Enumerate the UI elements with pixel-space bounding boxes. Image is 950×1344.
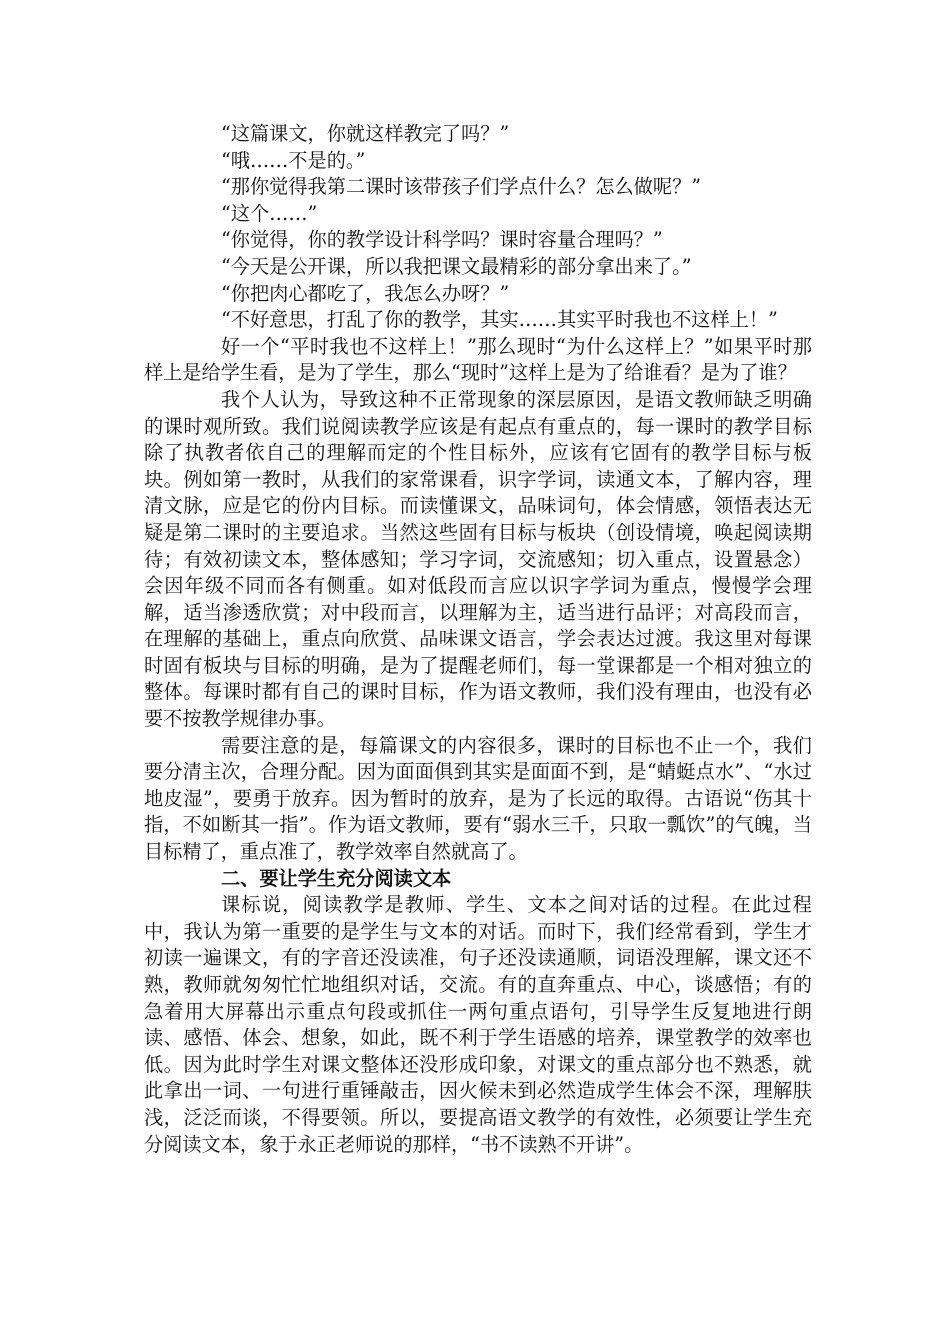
dialogue-line-1: “这篇课文，你就这样教完了吗？” — [221, 122, 510, 145]
document-page — [144, 121, 812, 1158]
dialogue-line-8: “不好意思，打乱了你的教学，其实……其实平时我也不这样上！” — [221, 308, 778, 332]
section-heading: 二、要让学生充分阅读文本 — [221, 866, 452, 890]
paragraph-2: 我个人认为，导致这种不正常现象的深层原因，是语文教师缺乏明确的课时观所致。我们说阅读教学应该是有起点有重点的，每一课时的教学目标除了执教者依自己的理解而定的个性目标外，应该有它固有的教学目标与板块。例如第一教时，从我们的家常课看，识字学词，读通文本，了解内容，理清文脉，应是它的份内目标。而读懂课文，品味词句，体会情感，领悟表达无疑是第二课时的主要追求。当然这些固有目标与板块（创设情境，唤起阅读期待；有效初读文本，整体感知；学习字词，交流感知；切入重点，设置悬念）会因年级不同而各有侧重。如对低段而言应以识字学词为重点，慢慢学会理解，适当渗透欣赏；对中段而言，以理解为主，适当进行品评；对高段而言，在理解的基础上，重点向欣赏、品味课文语言，学会表达过渡。我这里对每课时固有板块与目标的明确，是为了提醒老师们，每一堂课都是一个相对独立的整体。每课时都有自己的课时目标，作为语文教师，我们没有理由，也没有必要不按教学规律办事。 — [144, 387, 812, 731]
paragraph-1: 好一个“平时我也不这样上！”那么现时“为什么这样上？”如果平时那样上是给学生看，是为了学生，那么“现时”这样上是为了给谁看？是为了谁？ — [144, 334, 812, 385]
dialogue-line-4: “这个……” — [221, 201, 318, 225]
dialogue-line-6: “今天是公开课，所以我把课文最精彩的部分拿出来了。” — [221, 254, 692, 278]
dialogue-line-7: “你把肉心都吃了，我怎么办呀？” — [221, 281, 510, 305]
dialogue-line-3: “那你觉得我第二课时该带孩子们学点什么？怎么做呢？” — [221, 175, 702, 199]
paragraph-4: 课标说，阅读教学是教师、学生、文本之间对话的过程。在此过程中，我认为第一重要的是学生与文本的对话。而时下，我们经常看到，学生才初读一遍课文，有的字音还没读准，句子还没读通顺，词语没理解，课文还不熟，教师就匆匆忙忙地组织对话，交流。有的直奔重点、中心，谈感悟；有的急着用大屏幕出示重点句段或抓住一两句重点语句，引导学生反复地进行朗读、感悟、体会、想象，如此，既不利于学生语感的培养，课堂教学的效率也低。因为此时学生对课文整体还没形成印象，对课文的重点部分也不熟悉，就此拿出一词、一句进行重锤敲击，因火候未到必然造成学生体会不深，理解肤浅，泛泛而谈，不得要领。所以，要提高语文教学的有效性，必须要让学生充分阅读文本，象于永正老师说的那样，“书不读熟不开讲”。 — [144, 893, 812, 1156]
dialogue-line-5: “你觉得，你的教学设计科学吗？课时容量合理吗？” — [221, 228, 663, 252]
dialogue-line-2: “哦……不是的。” — [221, 148, 366, 172]
paragraph-3: 需要注意的是，每篇课文的内容很多，课时的目标也不止一个，我们要分清主次，合理分配。因为面面俱到其实是面面不到，是“蜻蜓点水”、“水过地皮湿”，要勇于放弃。因为暂时的放弃，是为了长远的取得。古语说“伤其十指，不如断其一指”。作为语文教师，要有“弱水三千，只取一瓢饮”的气魄，当目标精了，重点准了，教学效率自然就高了。 — [144, 733, 812, 864]
